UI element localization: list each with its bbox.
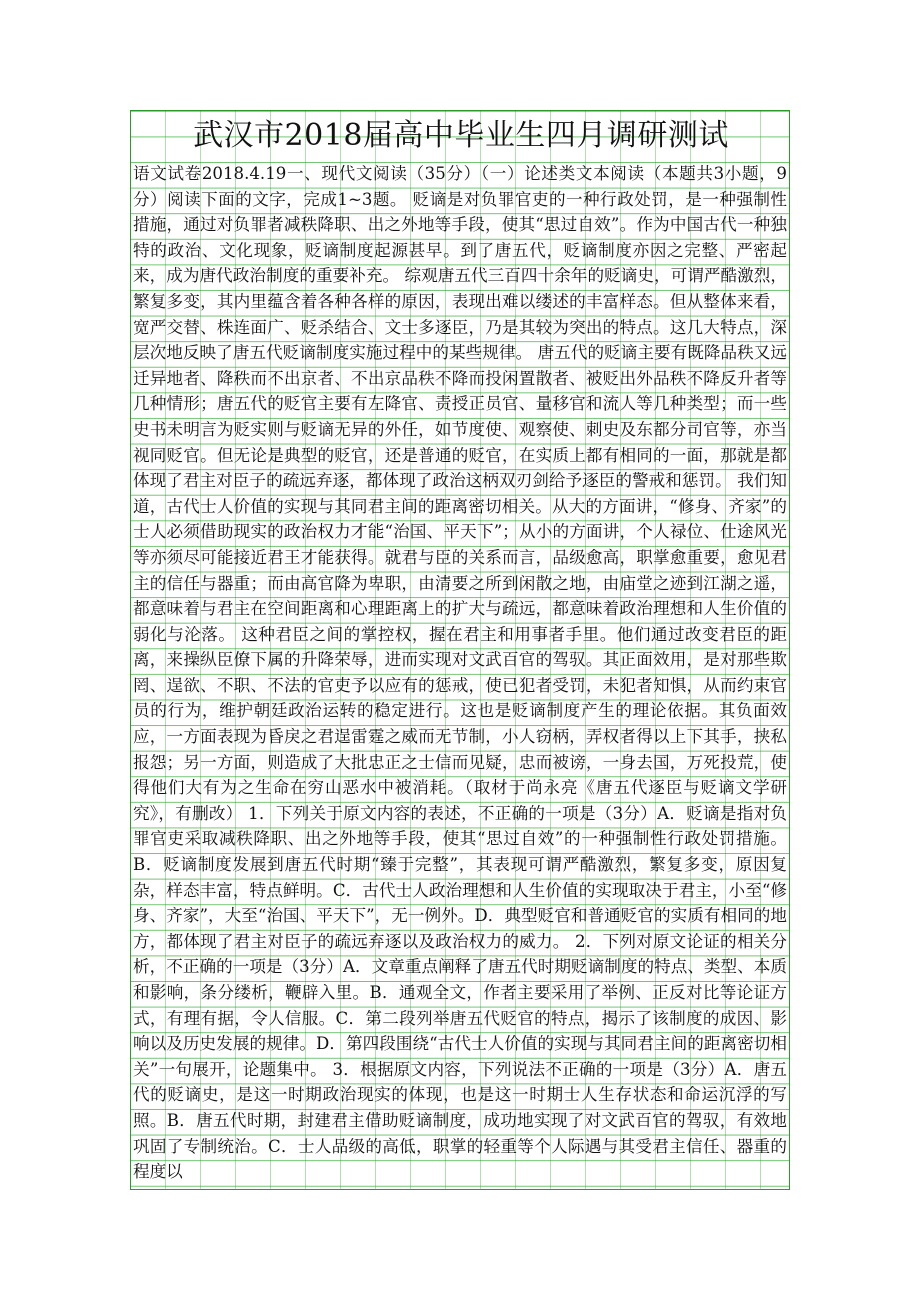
- document-body: [133, 161, 787, 1187]
- paragraph: 语文试卷2018.4.19一、现代文阅读（35分）（一）论述类文本阅读（本题共3小题，9分）阅读下面的文字，完成1~3题。: [133, 164, 787, 209]
- paragraph: 唐五代的贬谪主要有既降品秩又远迁异地者、降秩而不出京者、不出京品秩不降而投闲置散者、被贬出外品秩不降反升者等几种情形；唐五代的贬官主要有左降官、责授正员官、量移官和流人等几种类型；而一些史书未明言为贬实则与贬谪无异的外任，如节度使、观察使、刺史及东都分司官等，亦当视同贬官。但无论是典型的贬官，还是普通的贬官，在实质上都有相同的一面，那就是都体现了君主对臣子的疏远弃逐，都体现了政治这柄双刃剑给予逐臣的警戒和惩罚。: [133, 343, 787, 491]
- paragraph: 贬谪是对负罪官吏的一种行政处罚，是一种强制性措施，通过对负罪者减秩降职、出之外地等手段，使其“思过自效”。作为中国古代一种独特的政治、文化现象，贬谪制度起源甚早。到了唐五代，贬谪制度亦因之完整、严密起来，成为唐代政治制度的重要补充。: [133, 189, 787, 286]
- question: 3．根据原文内容，下列说法不正确的一项是（3分）A．唐五代的贬谪史，是这一时期政治现实的体现，也是这一时期士人生存状态和命运沉浮的写照。B．唐五代时期，封建君主借助贬谪制度，成功地实现了对文武百官的驾驭，有效地巩固了专制统治。C．士人品级的高低，职掌的轻重等个人际遇与其受君主信任、器重的程度以: [133, 1059, 787, 1182]
- question: 1．下列关于原文内容的表述，不正确的一项是（3分）A．贬谪是指对负罪官吏采取减秩降职、出之外地等手段，使其“思过自效”的一种强制性行政处罚措施。B．贬谪制度发展到唐五代时期“臻于完整”，其表现可谓严酷激烈，繁复多变，原因复杂，样态丰富，特点鲜明。C．古代士人政治理想和人生价值的实现取决于君主，小至“修身、齐家”，大至“治国、平天下”，无一例外。D．典型贬官和普通贬官的实质有相同的地方，都体现了君主对臣子的疏远弃逐以及政治权力的威力。: [133, 803, 787, 951]
- question: 2．下列对原文论证的相关分析，不正确的一项是（3分）A．文章重点阐释了唐五代时期贬谪制度的特点、类型、本质和影响，条分缕析，鞭辟入里。B．通观全文，作者主要采用了举例、正反对比等论证方式，有理有据，令人信服。C．第二段列举唐五代贬官的特点，揭示了该制度的成因、影响以及历史发展的规律。D．第四段围绕“古代士人价值的实现与其同君主间的距离密切相关”一句展开，论题集中。: [133, 931, 787, 1079]
- page-title: 武汉市2018届高中毕业生四月调研测试: [193, 118, 729, 153]
- document-page: [130, 110, 790, 1190]
- paragraph: 这种君臣之间的掌控权，握在君主和用事者手里。他们通过改变君臣的距离，来操纵臣僚下属的升降荣辱，进而实现对文武百官的驾驭。其正面效用，是对那些欺罔、逞欲、不职、不法的官吏予以应有的惩戒，使已犯者受罚，未犯者知惧，从而约束官员的行为，维护朝廷政治运转的稳定进行。这也是贬谪制度产生的理论依据。其负面效应，一方面表现为昏戾之君逞雷霆之威而无节制，小人窃柄，弄权者得以上下其手，挟私报怨；另一方面，则造成了大批忠正之士信而见疑，忠而被谤，一身去国，万死投荒，使得他们大有为之生命在穷山恶水中被消耗。（取材于尚永亮《唐五代逐臣与贬谪文学研究》，有删改）: [133, 624, 787, 823]
- paragraph: 我们知道，古代士人价值的实现与其同君主间的距离密切相关。从大的方面讲，“修身、齐家”的士人必须借助现实的政治权力才能“治国、平天下”；从小的方面讲，个人禄位、仕途风光等亦须尽可能接近君王才能获得。就君与臣的关系而言，品级愈高，职掌愈重要，愈见君主的信任与器重；而由高官降为卑职，由清要之所到闲散之地，由庙堂之迹到江湖之遥，都意味着与君主在空间距离和心理距离上的扩大与疏远，都意味着政治理想和人生价值的弱化与沦落。: [133, 471, 787, 644]
- paragraph: 综观唐五代三百四十余年的贬谪史，可谓严酷激烈，繁复多变，其内里蕴含着各种各样的原因，表现出难以缕述的丰富样态。但从整体来看，宽严交替、株连面广、贬杀结合、文士多逐臣，乃是其较为突出的特点。这几大特点，深层次地反映了唐五代贬谪制度实施过程中的某些规律。: [133, 266, 787, 363]
